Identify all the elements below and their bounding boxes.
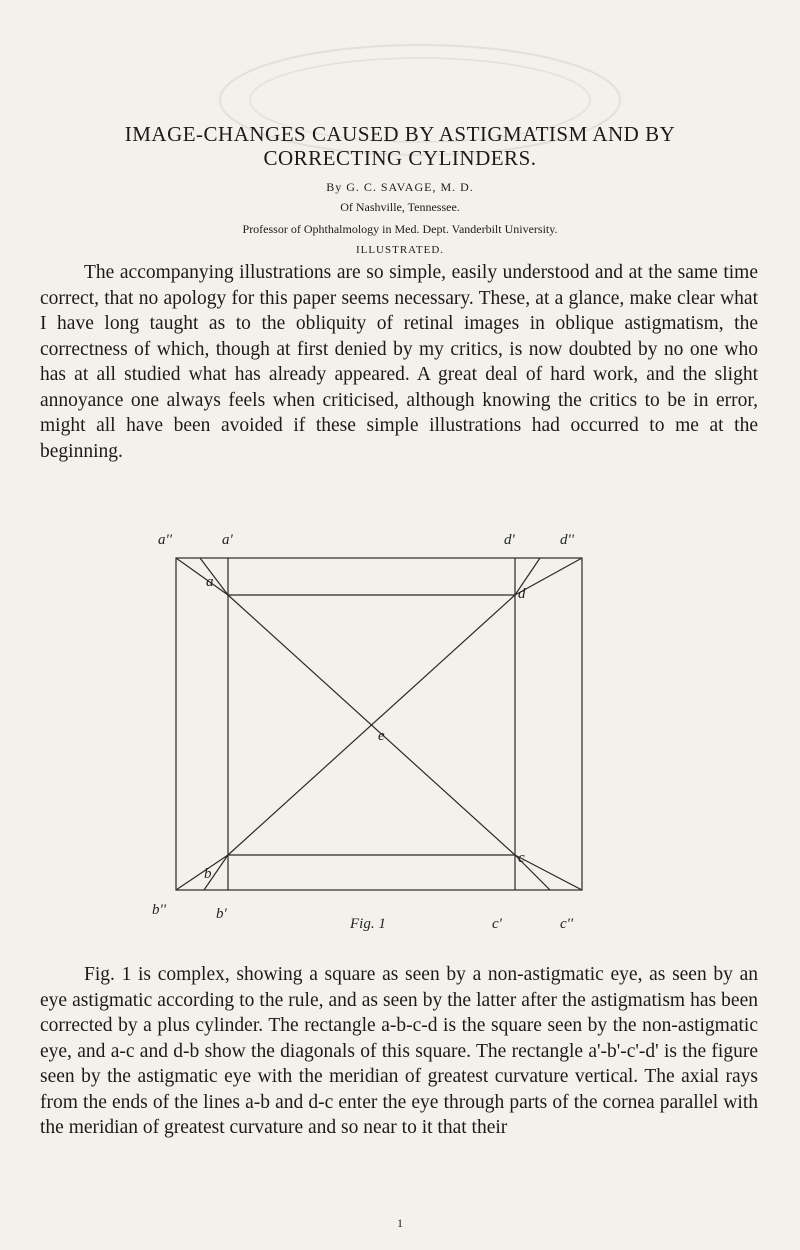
label-a2: a'' xyxy=(158,532,172,548)
label-b: b xyxy=(204,866,212,882)
label-a1: a' xyxy=(222,532,233,548)
page-number: 1 xyxy=(397,1216,403,1230)
diagonal-a-a2-extension xyxy=(176,558,228,595)
label-d1: d' xyxy=(504,532,515,548)
diagonal-c-c2-extension xyxy=(515,855,582,890)
label-e: e xyxy=(378,728,385,744)
figure-caption: Fig. 1 xyxy=(350,916,386,932)
label-d: d xyxy=(518,586,526,602)
label-c1: c' xyxy=(492,916,502,932)
diagonal-a-a1-segment xyxy=(200,558,228,595)
illustrated-note: ILLUSTRATED. xyxy=(355,244,445,256)
paragraph-intro: The accompanying illustrations are so simple, easily understood and at the same time correct, that no apology for this paper seems necessary. These, at a glance, make clear what I have long taught as to the obliquity of retinal images in oblique astigmatism, the correctness of which, though at first denied by my critics, is now doubted by no one who has at all studied what has already appeared. A great deal of hard work, and the slight annoyance one always feels when criticised, although knowing the critics to be in error, might all have been avoided if these simple illustrations had occurred to me at the beginning. xyxy=(40,262,758,462)
article-title-line-1: IMAGE-CHANGES CAUSED BY ASTIGMATISM AND BY xyxy=(124,122,676,146)
diagonal-b-b2-extension xyxy=(176,855,228,890)
label-c2: c'' xyxy=(560,916,574,932)
author-affiliation: Professor of Ophthalmology in Med. Dept. Vanderbilt University. xyxy=(242,222,558,236)
label-b1: b' xyxy=(216,906,227,922)
paragraph-figure-description: Fig. 1 is complex, showing a square as seen by a non-astigmatic eye, as seen by an eye astigmatic according to the rule, and as seen by the latter after the astigmatism has been corrected by a plus cylinder. The rectangle a-b-c-d is the square seen by the non-astigmatic eye, and a-c and d-b show the diagonals of this square. The rectangle a'-b'-c'-d' is the figure seen by the astigmatic eye with the meridian of greatest curvature vertical. The axial rays from the ends of the lines a-b and d-c enter the eye through parts of the cornea parallel with the meridian of greatest curvature and so near to it that their xyxy=(40,964,758,1138)
label-d2: d'' xyxy=(560,532,574,548)
rectangle-outer xyxy=(176,558,582,890)
label-a: a xyxy=(206,574,214,590)
figure-1-diagram xyxy=(140,500,660,940)
author-location: Of Nashville, Tennessee. xyxy=(340,200,460,214)
label-b2: b'' xyxy=(152,902,166,918)
article-title-line-2: CORRECTING CYLINDERS. xyxy=(263,146,537,170)
label-c: c xyxy=(518,850,525,866)
author-byline: By G. C. SAVAGE, M. D. xyxy=(326,180,474,194)
